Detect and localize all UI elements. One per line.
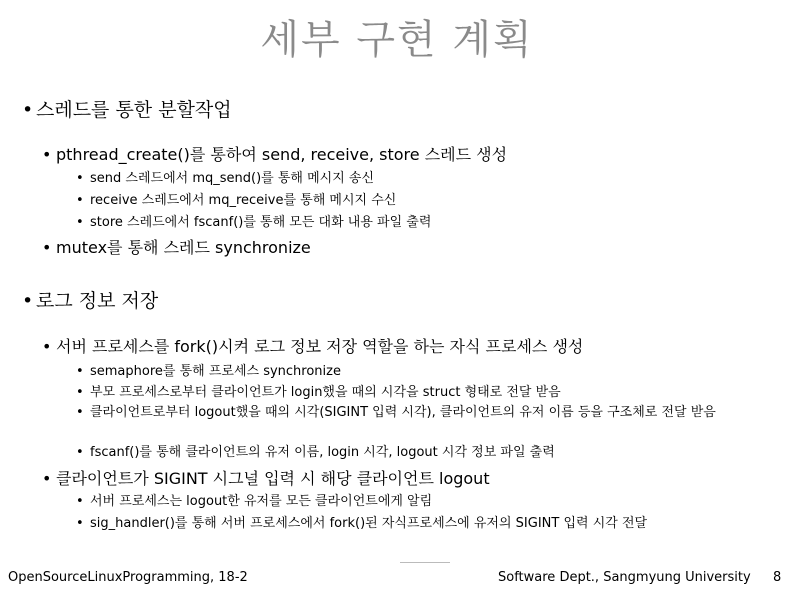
bullet-text: store 스레드에서 fscanf()를 통해 모든 대화 내용 파일 출력 <box>90 215 432 230</box>
bullet-dot: • <box>76 171 84 186</box>
bullet-text: semaphore를 통해 프로세스 synchronize <box>90 364 341 379</box>
divider <box>400 562 450 563</box>
bullet-text: pthread_create()를 통하여 send, receive, store 스레드 생성 <box>56 145 508 164</box>
bullet-dot: • <box>76 494 84 509</box>
bullet-mutex <box>42 238 311 257</box>
bullet-text: sig_handler()를 통해 서버 프로세스에서 fork()된 자식프로세스에 유저의 SIGINT 입력 시각 전달 <box>90 516 648 531</box>
bullet-pthread-create <box>42 145 507 164</box>
bullet-login-time <box>76 385 561 401</box>
bullet-log-storage <box>22 290 158 313</box>
bullet-store-thread <box>76 215 431 231</box>
bullet-fork-child <box>42 337 583 356</box>
bullet-dot: • <box>76 385 84 400</box>
bullet-threads <box>22 99 232 122</box>
bullet-text: 부모 프로세스로부터 클라이언트가 login했을 때의 시각을 struct 형태로 전달 받음 <box>90 385 561 400</box>
bullet-dot: • <box>76 364 84 379</box>
bullet-text: 서버 프로세스는 logout한 유저를 모든 클라이언트에게 알림 <box>90 494 433 509</box>
bullet-receive-thread <box>76 193 396 209</box>
page-number: 8 <box>773 570 782 585</box>
bullet-dot: • <box>42 337 52 356</box>
bullet-dot: • <box>76 405 84 420</box>
bullet-logout-time <box>76 405 776 421</box>
bullet-text: receive 스레드에서 mq_receive를 통해 메시지 수신 <box>90 193 397 208</box>
bullet-text: 로그 정보 저장 <box>36 290 159 312</box>
footer-course: OpenSourceLinuxProgramming, 18-2 <box>8 570 248 585</box>
bullet-dot: • <box>42 469 52 488</box>
bullet-text: 서버 프로세스를 fork()시켜 로그 정보 저장 역할을 하는 자식 프로세스 생성 <box>56 337 584 356</box>
bullet-dot: • <box>42 145 52 164</box>
bullet-text: fscanf()를 통해 클라이언트의 유저 이름, login 시각, logout 시각 정보 파일 출력 <box>90 445 555 460</box>
bullet-sigint-logout <box>42 469 490 488</box>
bullet-text: 스레드를 통한 분할작업 <box>36 99 232 121</box>
bullet-dot: • <box>42 238 52 257</box>
bullet-dot: • <box>76 193 84 208</box>
bullet-fscanf-output <box>76 445 555 461</box>
bullet-dot: • <box>76 516 84 531</box>
slide-title: 세부 구현 계획 <box>260 17 534 63</box>
bullet-text: 클라이언트로부터 logout했을 때의 시각(SIGINT 입력 시각), 클라이언트의 유저 이름 등을 구조체로 전달 받음 <box>90 405 716 420</box>
footer-department: Software Dept., Sangmyung University <box>498 570 751 585</box>
bullet-send-thread <box>76 171 374 187</box>
bullet-dot: • <box>22 99 34 121</box>
bullet-sig-handler <box>76 516 776 532</box>
bullet-text: 클라이언트가 SIGINT 시그널 입력 시 해당 클라이언트 logout <box>56 469 490 488</box>
bullet-text: send 스레드에서 mq_send()를 통해 메시지 송신 <box>90 171 374 186</box>
bullet-dot: • <box>76 445 84 460</box>
bullet-notify-clients <box>76 494 432 510</box>
bullet-dot: • <box>76 215 84 230</box>
bullet-semaphore <box>76 364 341 380</box>
bullet-text: mutex를 통해 스레드 synchronize <box>56 238 311 257</box>
bullet-dot: • <box>22 290 34 312</box>
